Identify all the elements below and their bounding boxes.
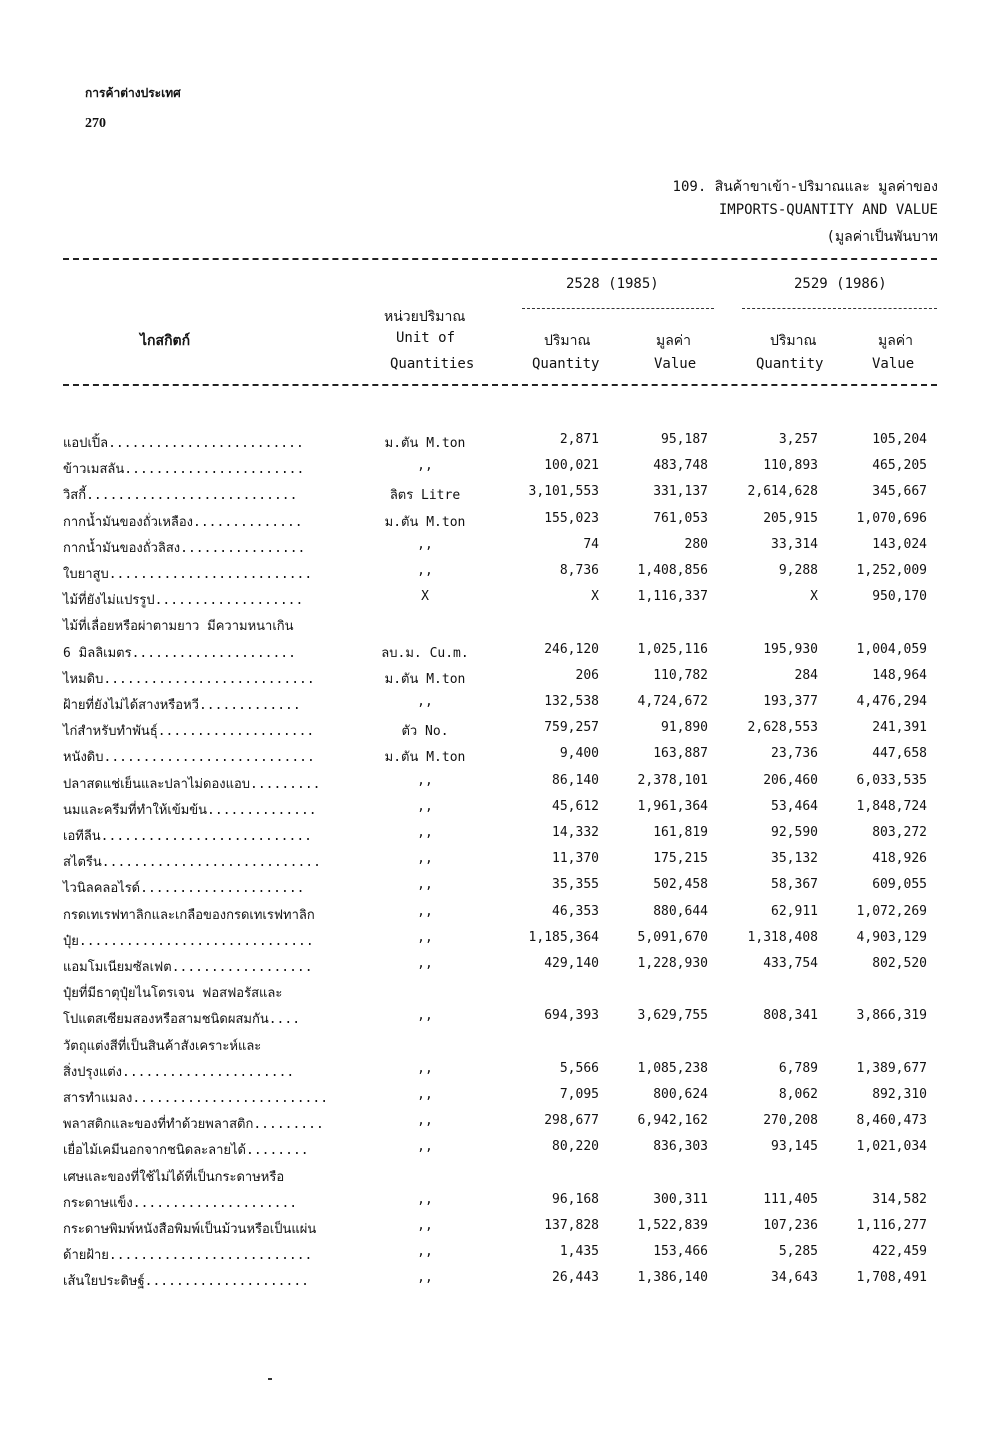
item-name: 6 มิลลิเมตร..................... [63,645,296,661]
quantity-1986: 107,236 [763,1218,818,1233]
unit-of-quantity: ,, [417,694,433,709]
quantity-1986: 6,789 [778,1060,818,1076]
table-row [0,1139,990,1163]
item-name: เอทีลีน........................... [63,829,312,844]
quantity-1985: 2,871 [559,432,599,447]
unit-of-quantity: ม.ตัน M.ton [384,436,466,451]
quantity-1986: 23,736 [771,746,818,762]
qty-1985-header-th: ปริมาณ [544,333,591,349]
unit-of-quantity: ,, [417,1218,433,1233]
quantity-1986: 8,062 [778,1087,818,1102]
quantity-1985: X [591,589,599,605]
item-name: กระดาษพิมพ์หนังสือพิมพ์เป็นม้วนหรือเป็นแผ่น [63,1222,317,1237]
quantity-1985: 11,370 [552,851,599,867]
item-name: เส้นใยประดิษฐ์..................... [63,1274,309,1290]
value-1986: 4,476,294 [856,694,927,709]
quantity-1985: 155,023 [544,510,599,526]
top-rule [63,258,937,260]
quantity-1986: 35,132 [771,851,818,867]
quantity-1986: 9,288 [778,563,818,578]
value-1985: 91,890 [661,720,708,736]
quantity-1985: 1,185,364 [528,929,599,945]
quantity-1985: 759,257 [544,720,599,736]
val-1985-header-en: Value [654,356,697,372]
unit-header-en1: Unit of [396,330,456,346]
item-name: ฝ้ายที่ยังไม่ได้สางหรือหวี............. [63,698,301,713]
unit-header-en2: Quantities [390,356,475,372]
unit-of-quantity: ,, [417,772,433,788]
unit-of-quantity: ,, [417,1270,433,1286]
unit-of-quantity: ลบ.ม. Cu.m. [381,645,469,661]
section-heading: การค้าต่างประเทศ [85,86,181,100]
value-1985: 4,724,672 [637,694,708,709]
item-name: ไวนิลคลอไรด์..................... [63,881,305,897]
value-1985: 110,782 [653,667,708,683]
unit-of-quantity: ,, [417,798,433,814]
val-1986-header-en: Value [872,356,915,372]
value-1986: 314,582 [872,1191,927,1207]
value-1986: 8,460,473 [856,1113,927,1129]
quantity-1986: 93,145 [771,1139,818,1155]
value-1986: 1,070,696 [856,510,927,526]
table-row [0,1244,990,1268]
value-1986: 4,903,129 [856,929,927,945]
value-1985: 1,085,238 [637,1060,708,1076]
item-name: วิสกี้........................... [63,488,298,504]
quantity-1986: 111,405 [763,1191,818,1207]
unit-of-quantity: ,, [417,563,433,578]
value-1986: 1,021,034 [856,1139,927,1155]
year-1985-header: 2528 (1985) [566,276,659,292]
item-name: ไหมดิบ........................... [63,671,315,687]
value-1986: 148,964 [872,667,927,683]
quantity-1986: 205,915 [763,510,818,526]
value-1985: 761,053 [653,510,708,526]
value-1985: 1,228,930 [637,956,708,971]
quantity-1986: X [810,589,818,605]
value-1986: 1,004,059 [856,641,927,657]
year-1986-header: 2529 (1986) [794,276,887,292]
quantity-1985: 26,443 [552,1270,599,1286]
unit-of-quantity: ,, [417,1244,433,1260]
unit-of-quantity: ม.ตัน M.ton [384,750,466,766]
quantity-1985: 3,101,553 [528,484,599,500]
value-1985: 880,644 [653,903,708,919]
quantity-1986: 193,377 [763,694,818,709]
unit-of-quantity: ลิตร Litre [389,488,461,504]
unit-of-quantity: ,, [417,1113,433,1129]
unit-of-quantity: ,, [417,903,433,919]
quantity-1986: 5,285 [778,1244,818,1260]
item-name: หนังดิบ........................... [63,750,315,766]
quantity-1985: 1,435 [559,1244,599,1260]
item-name: ปลาสดแช่เย็นและปลาไม่ดองแอบ......... [63,776,321,792]
page-number: 270 [85,116,106,131]
item-name: แอมโมเนียมซัลเฟต.................. [63,960,313,975]
table-row [0,720,990,744]
quantity-1985: 100,021 [544,458,599,474]
quantity-1985: 694,393 [544,1008,599,1024]
quantity-1985: 46,353 [552,903,599,919]
table-row [0,615,990,639]
table-row [0,1061,990,1085]
quantity-1986: 53,464 [771,798,818,814]
item-name: เศษและของที่ใช้ไม่ได้ที่เป็นกระดาษหรือ [63,1169,285,1185]
unit-of-quantity: ,, [417,1008,433,1024]
table-row [0,1087,990,1111]
quantity-1985: 74 [583,536,599,552]
quantity-1986: 92,590 [771,825,818,840]
item-name: ไก่สำหรับทำพันธุ์.................... [63,724,315,740]
quantity-1986: 33,314 [771,536,818,552]
unit-of-quantity: ม.ตัน M.ton [384,671,466,687]
table-row [0,982,990,1006]
value-1985: 95,187 [661,432,708,447]
table-row [0,642,990,666]
item-name: แอปเปิ้ล......................... [63,436,304,451]
item-name: สไตรีน............................ [63,855,321,871]
value-1986: 465,205 [872,458,927,474]
value-1986: 1,252,009 [856,563,927,578]
table-row [0,1113,990,1137]
value-1986: 105,204 [872,432,927,447]
quantity-1985: 45,612 [552,798,599,814]
quantity-1986: 62,911 [771,903,818,919]
value-1985: 5,091,670 [637,929,708,945]
item-name: นมและครีมที่ทำให้เข้มข้น.............. [63,802,317,818]
item-name: สิ่งปรุงแต่ง...................... [63,1064,295,1080]
quantity-1985: 7,095 [559,1087,599,1102]
table-units-note: (มูลค่าเป็นพันบาท [826,229,938,245]
value-1986: 1,072,269 [856,903,927,919]
quantity-1985: 429,140 [544,956,599,971]
quantity-1986: 2,614,628 [747,484,818,500]
unit-of-quantity: ,, [417,956,433,971]
quantity-1985: 35,355 [552,877,599,893]
table-row [0,563,990,587]
quantity-1985: 9,400 [559,746,599,762]
quantity-1985: 8,736 [559,563,599,578]
item-name: พลาสติกและของที่ทำด้วยพลาสติก......... [63,1117,324,1133]
value-1985: 2,378,101 [637,772,708,788]
table-row [0,511,990,535]
value-1986: 950,170 [872,589,927,605]
unit-of-quantity: ,, [417,929,433,945]
unit-of-quantity: ,, [417,877,433,893]
quantity-1985: 96,168 [552,1191,599,1207]
unit-header-thai: หน่วยปริมาณ [384,309,466,325]
quantity-1985: 246,120 [544,641,599,657]
value-1986: 6,033,535 [856,772,927,788]
unit-of-quantity: ,, [417,536,433,552]
item-name: ปุ๋ย.............................. [63,933,314,949]
value-1986: 892,310 [872,1087,927,1102]
table-row [0,458,990,482]
value-1985: 3,629,755 [637,1008,708,1024]
quantity-1986: 284 [794,667,818,683]
quantity-1985: 206 [575,667,599,683]
item-name: ไม้ที่เลื่อยหรือผ่าตามยาว มีความหนาเกิน [63,619,294,635]
unit-of-quantity: ,, [417,1139,433,1155]
page-mark [268,1378,272,1380]
qty-1986-header-th: ปริมาณ [770,333,817,349]
unit-of-quantity: ,, [417,1060,433,1076]
unit-of-quantity: ,, [417,458,433,474]
value-1986: 3,866,319 [856,1008,927,1024]
value-1986: 418,926 [872,851,927,867]
item-name: ไม้ที่ยังไม่แปรรูป................... [63,593,304,609]
value-1985: 163,887 [653,746,708,762]
quantity-1985: 5,566 [559,1060,599,1076]
value-1986: 802,520 [872,956,927,971]
value-1985: 331,137 [653,484,708,500]
item-name: ข้าวเมสลัน....................... [63,462,305,478]
item-name: โปแตสเซียมสองหรือสามชนิดผสมกัน.... [63,1012,301,1028]
quantity-1986: 808,341 [763,1008,818,1024]
table-row [0,799,990,823]
table-row [0,746,990,770]
value-1985: 300,311 [653,1191,708,1207]
quantity-1985: 14,332 [552,825,599,840]
value-1985: 1,386,140 [637,1270,708,1286]
value-1986: 345,667 [872,484,927,500]
item-name: เยื่อไม้เคมีนอกจากชนิดละลายได้........ [63,1143,309,1159]
value-1985: 1,116,337 [637,589,708,605]
value-1985: 502,458 [653,877,708,893]
item-name: กระดาษแข็ง..................... [63,1195,298,1211]
val-1986-header-th: มูลค่า [878,333,914,349]
value-1985: 161,819 [653,825,708,840]
table-row [0,877,990,901]
unit-of-quantity: X [421,589,429,605]
quantity-1986: 34,643 [771,1270,818,1286]
item-header: ไกสกิตก์ [140,333,191,349]
header-bottom-rule [63,384,937,386]
table-row [0,1192,990,1216]
qty-1986-header-en: Quantity [756,356,824,372]
value-1985: 800,624 [653,1087,708,1102]
quantity-1986: 3,257 [778,432,818,447]
item-name: สารทำแมลง......................... [63,1091,329,1106]
value-1985: 1,025,116 [637,641,708,657]
table-row [0,484,990,508]
value-1985: 6,942,162 [637,1113,708,1129]
table-row [0,1166,990,1190]
quantity-1985: 80,220 [552,1139,599,1155]
value-1986: 1,389,677 [856,1060,927,1076]
year-1985-rule [522,308,714,309]
value-1986: 143,024 [872,536,927,552]
item-name: ปุ๋ยที่มีธาตุปุ๋ยไนโตรเจน ฟอสฟอรัสและ [63,986,283,1002]
quantity-1985: 137,828 [544,1218,599,1233]
unit-of-quantity: ตัว No. [401,724,449,740]
table-row [0,773,990,797]
value-1985: 280 [684,536,708,552]
quantity-1986: 195,930 [763,641,818,657]
table-row [0,851,990,875]
value-1986: 422,459 [872,1244,927,1260]
unit-of-quantity: ,, [417,851,433,867]
val-1985-header-th: มูลค่า [656,333,692,349]
value-1986: 609,055 [872,877,927,893]
unit-of-quantity: ,, [417,1191,433,1207]
quantity-1985: 86,140 [552,772,599,788]
value-1985: 1,961,364 [637,798,708,814]
item-name: กากน้ำมันของถั่วเหลือง.............. [63,514,303,530]
value-1986: 241,391 [872,720,927,736]
quantity-1986: 58,367 [771,877,818,893]
table-title-english: IMPORTS-QUANTITY AND VALUE [718,202,938,218]
value-1985: 1,408,856 [637,563,708,578]
table-row [0,432,990,456]
quantity-1986: 206,460 [763,772,818,788]
value-1986: 447,658 [872,746,927,762]
unit-of-quantity: ,, [417,1087,433,1102]
table-row [0,1035,990,1059]
unit-of-quantity: ,, [417,825,433,840]
unit-of-quantity: ม.ตัน M.ton [384,514,466,530]
table-row [0,904,990,928]
table-row [0,930,990,954]
value-1985: 483,748 [653,458,708,474]
quantity-1986: 433,754 [763,956,818,971]
table-row [0,694,990,718]
value-1985: 175,215 [653,851,708,867]
quantity-1986: 2,628,553 [747,720,818,736]
table-row [0,537,990,561]
table-row [0,825,990,849]
value-1986: 1,116,277 [856,1218,927,1233]
item-name: วัตถุแต่งสีที่เป็นสินค้าสังเคราะห์และ [63,1038,262,1054]
table-row [0,589,990,613]
value-1986: 1,708,491 [856,1270,927,1286]
quantity-1985: 298,677 [544,1113,599,1129]
quantity-1986: 270,208 [763,1113,818,1129]
table-row [0,668,990,692]
value-1986: 803,272 [872,825,927,840]
item-name: กากน้ำมันของถั่วลิสง................ [63,540,306,556]
item-name: ด้ายฝ้าย.......................... [63,1248,313,1264]
table-row [0,1218,990,1242]
item-name: กรดเทเรฟทาลิกและเกลือของกรดเทเรฟทาลิก [63,907,315,923]
table-row [0,1008,990,1032]
quantity-1985: 132,538 [544,694,599,709]
qty-1985-header-en: Quantity [532,356,600,372]
table-row [0,956,990,980]
table-row [0,1270,990,1294]
quantity-1986: 110,893 [763,458,818,474]
year-1986-rule [742,308,937,309]
item-name: ใบยาสูบ.......................... [63,567,313,582]
value-1985: 1,522,839 [637,1218,708,1233]
value-1985: 836,303 [653,1139,708,1155]
table-title-thai: 109. สินค้าขาเข้า-ปริมาณและ มูลค่าของ [672,179,938,195]
value-1985: 153,466 [653,1244,708,1260]
quantity-1986: 1,318,408 [747,929,818,945]
value-1986: 1,848,724 [856,798,927,814]
